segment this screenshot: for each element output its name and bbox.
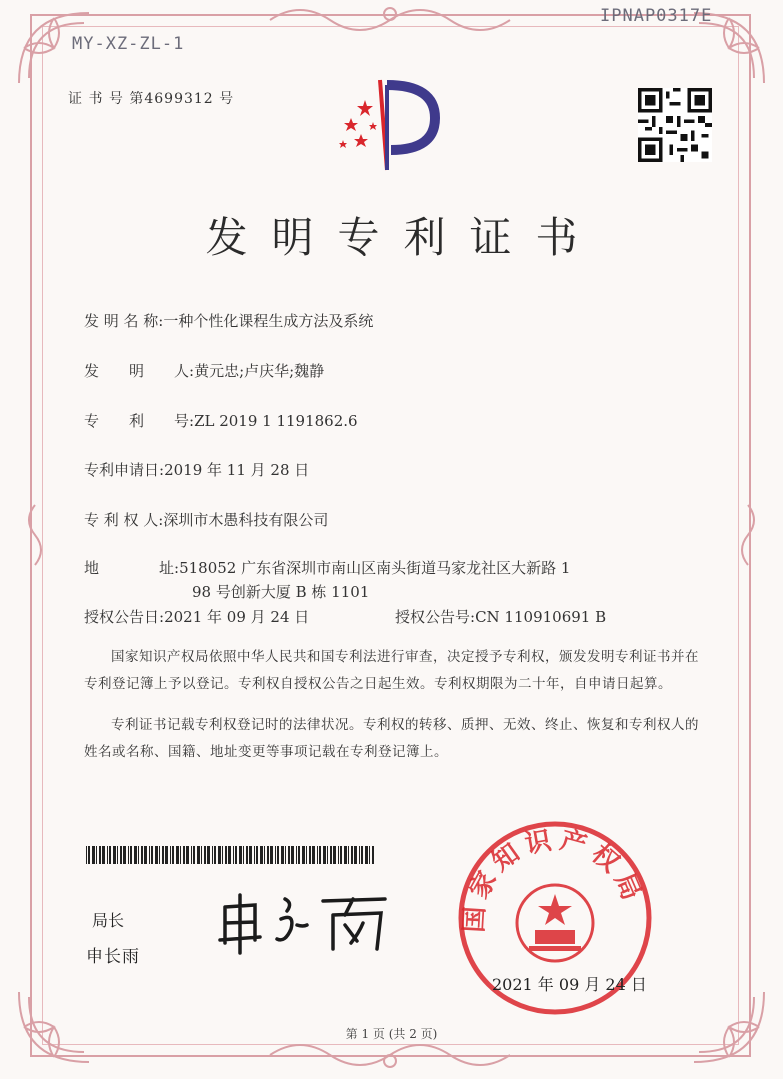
handwritten-code-left: MY-XZ-ZL-1 [72, 34, 185, 54]
page-footer: 第 1 页 (共 2 页) [345, 1027, 438, 1041]
inventors-row [84, 360, 324, 381]
top-ornament [260, 0, 520, 40]
address-line-1: 518052 广东省深圳市南山区南头街道马家龙社区大新路 1 [179, 559, 571, 577]
patentee-value: 深圳市木愚科技有限公司 [163, 511, 329, 529]
address-line-2: 98 号创新大厦 B 栋 1101 [192, 583, 370, 601]
filing-date-row [84, 459, 309, 480]
grant-number-value: CN 110910691 B [475, 608, 607, 626]
grant-number-label: 授权公告号: [395, 608, 476, 626]
inventors-label: 发 明 人: [84, 362, 195, 380]
left-side-ornament [20, 500, 50, 570]
patentee-label: 专 利 权 人: [84, 511, 164, 529]
patent-number-value: ZL 2019 1 1191862.6 [194, 412, 358, 430]
director-name: 申长雨 [86, 947, 140, 967]
legal-paragraph-1: 国家知识产权局依照中华人民共和国专利法进行审查，决定授予专利权，颁发发明专利证书并在专利登记簿上予以登记。专利权自授权公告之日起生效。专利权期限为二十年，自申请日起算。 [84, 649, 699, 692]
handwritten-code-right: IPNAP0317E [600, 6, 713, 26]
certificate-title: 发明专利证书 [205, 213, 602, 262]
svg-text:国家知识产权局: 国家知识产权局 [459, 824, 649, 934]
address-label: 地 址: [84, 559, 180, 577]
filing-date-value: 2019 年 11 月 28 日 [164, 461, 310, 479]
grant-date-row [84, 606, 309, 627]
right-side-ornament [733, 500, 763, 570]
invention-name-label: 发 明 名 称: [84, 312, 164, 330]
grant-number-row [395, 606, 606, 627]
director-signature-icon [205, 885, 405, 955]
qr-code-icon [638, 88, 712, 162]
legal-paragraph-2: 专利证书记载专利权登记时的法律状况。专利权的转移、质押、无效、终止、恢复和专利权人的姓名或名称、国籍、地址变更等事项记载在专利登记簿上。 [84, 717, 699, 760]
address-row [84, 557, 570, 578]
ip-office-emblem-icon [325, 70, 450, 178]
filing-date-label: 专利申请日: [84, 461, 165, 479]
grant-date-label: 授权公告日: [84, 608, 165, 626]
inventors-value: 黄元忠;卢庆华;魏静 [194, 362, 325, 380]
grant-date-value: 2021 年 09 月 24 日 [164, 608, 310, 626]
seal-date: 2021 年 09 月 24 日 [492, 975, 647, 994]
patentee-row [84, 509, 328, 530]
patent-number-label: 专 利 号: [84, 412, 195, 430]
barcode-icon [86, 846, 376, 864]
invention-name-row [84, 310, 373, 331]
certificate-number: 证 书 号 第4699312 号 [68, 91, 235, 107]
invention-name-value: 一种个性化课程生成方法及系统 [163, 312, 374, 330]
director-title: 局长 [92, 911, 125, 930]
patent-number-row [84, 410, 358, 431]
